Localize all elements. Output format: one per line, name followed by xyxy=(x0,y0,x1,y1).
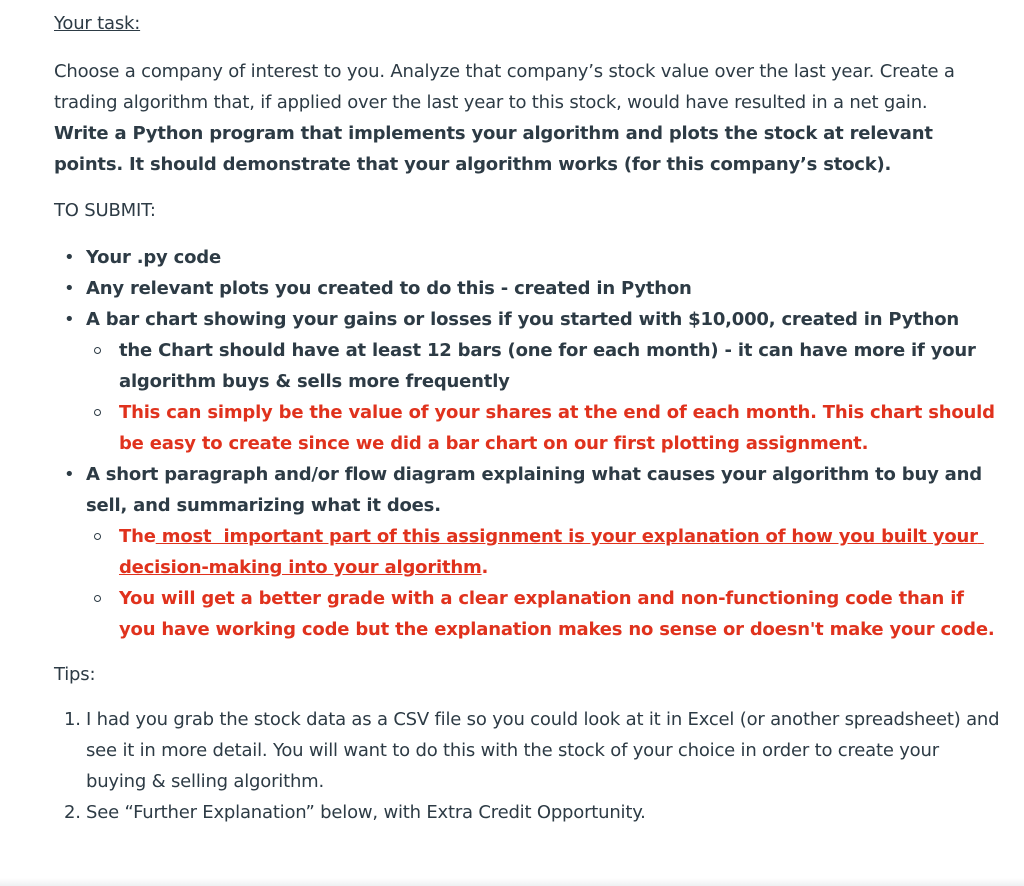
submit-list xyxy=(54,242,1004,645)
submit-item-bar-chart-text: A bar chart showing your gains or losses if you started with $10,000, created in Python xyxy=(86,309,960,330)
tip-item-further-explanation: See “Further Explanation” below, with Extra Credit Opportunity. xyxy=(86,802,646,823)
explanation-grading-note: You will get a better grade with a clear explanation and non-functioning code than if you have working code but the explanation makes no sense or doesn't make your code. xyxy=(119,583,1004,645)
task-plain-text: Choose a company of interest to you. Analyze that company’s stock value over the last year. Create a trading algorithm that, if applied over the last year to this stock, would have resulted in a net gain. xyxy=(54,61,955,113)
your-task-heading: Your task: xyxy=(54,13,141,34)
submit-item-plots: • Any relevant plots you created to do this - created in Python xyxy=(86,273,1004,304)
task-description xyxy=(54,56,1004,180)
submit-item-explanation xyxy=(86,459,1004,645)
bar-chart-hint: This can simply be the value of your shares at the end of each month. This chart should be easy to create since we did a bar chart on our first plotting assignment. xyxy=(119,397,1004,459)
importance-prefix: The xyxy=(119,526,156,547)
submit-item-code: • Your .py code xyxy=(86,242,1004,273)
submit-item-bar-chart xyxy=(86,304,1004,459)
tip-item-csv: I had you grab the stock data as a CSV file so you could look at it in Excel (or another spreadsheet) and see it in more detail. You will want to do this with the stock of your choice in order to create your buying & selling algorithm. xyxy=(86,709,1000,792)
tips-list xyxy=(54,704,1004,828)
explanation-sublist xyxy=(86,521,1004,645)
bar-chart-sublist xyxy=(86,335,1004,459)
bar-chart-requirement: the Chart should have at least 12 bars (one for each month) - it can have more if your algorithm buys & sells more frequently xyxy=(119,335,1004,397)
assignment-content xyxy=(54,0,1004,828)
tips-heading: Tips: xyxy=(54,664,96,685)
importance-emphasis: most important part of this assignment is your explanation of how you built your decision-making into your algorithm xyxy=(119,526,984,578)
importance-suffix: . xyxy=(481,557,489,578)
explanation-importance-note xyxy=(119,521,1004,583)
submit-item-explanation-text: A short paragraph and/or flow diagram explaining what causes your algorithm to buy and sell, and summarizing what it does. xyxy=(86,464,982,516)
to-submit-heading: TO SUBMIT: xyxy=(54,200,156,221)
task-bold-text: Write a Python program that implements your algorithm and plots the stock at relevant points. It should demonstrate that your algorithm works (for this company’s stock). xyxy=(54,123,933,175)
bottom-edge xyxy=(0,878,1024,886)
